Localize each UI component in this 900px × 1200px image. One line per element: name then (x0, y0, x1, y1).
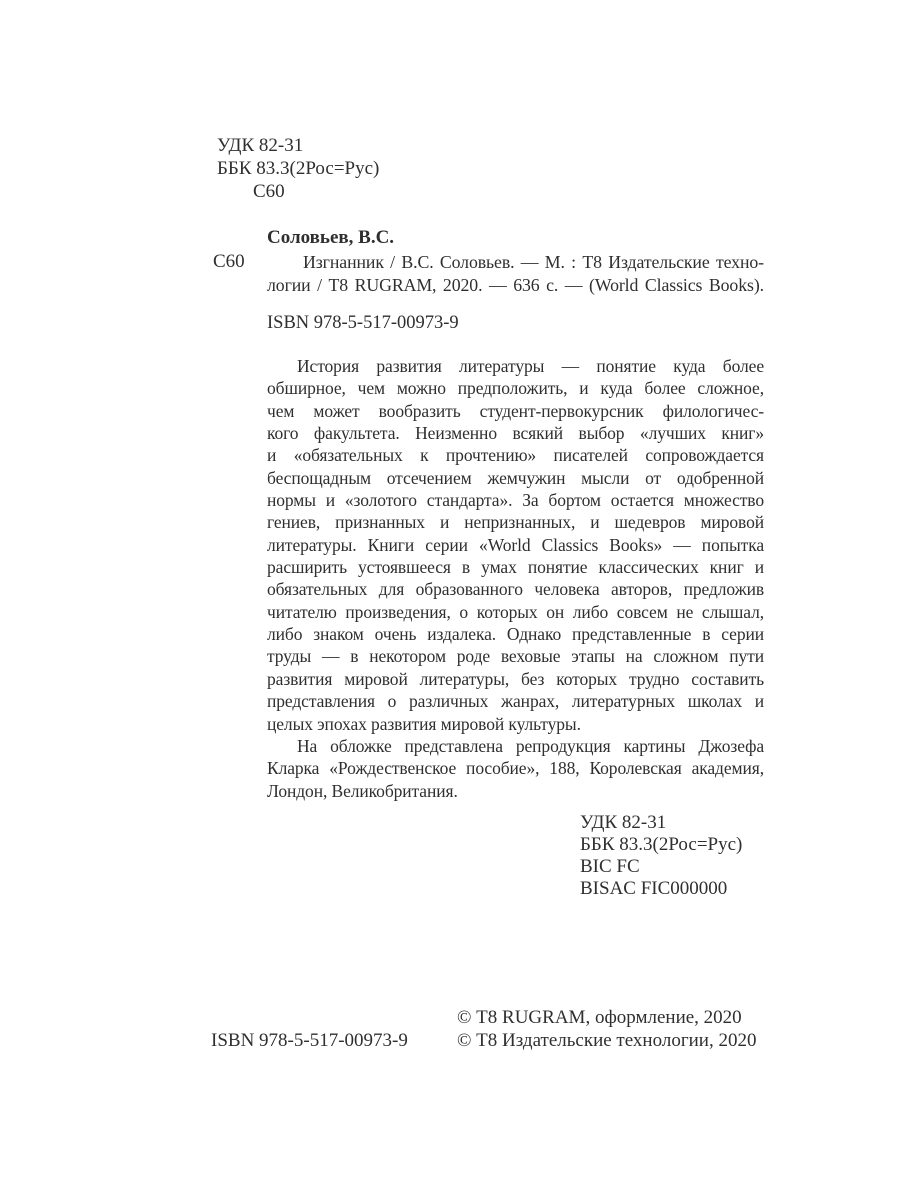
text-line: УДК 82-31 (580, 812, 667, 833)
text-line: Кларка «Рождественское пособие», 188, Королевская академия, (267, 758, 764, 779)
top-codes-block (217, 134, 379, 203)
text-line: кого факультета. Неизменно всякий выбор «лучших книг» (267, 423, 764, 444)
text-line: либо знаком очень издалека. Однако представленные в серии (267, 624, 764, 645)
bbk-line: ББК 83.3(2Рос=Рус) (217, 158, 380, 179)
text-line: чем может вообразить студент-первокурсник филологичес- (267, 400, 764, 421)
text-line: © Т8 Издательские технологии, 2020 (457, 1029, 757, 1051)
isbn-line-top: ISBN 978-5-517-00973-9 (267, 313, 459, 333)
text-line: литературы. Книги серии «World Classics Books» — попытка (267, 534, 764, 555)
text-line: BISAC FIC000000 (580, 878, 728, 899)
copyright-block (457, 1007, 756, 1052)
text-line: гениев, признанных и непризнанных, и шедевров мировой (267, 512, 764, 533)
text-line: развития мировой литературы, без которых трудно составить (267, 668, 764, 689)
text-line: труды — в некотором роде веховые этапы на сложном пути (267, 646, 764, 667)
bibliographic-record (267, 251, 764, 297)
udk-line: УДК 82-31 (217, 135, 304, 156)
text-line: © Т8 RUGRAM, оформление, 2020 (457, 1007, 742, 1028)
text-line: BIC FC (580, 856, 640, 877)
text-line: беспощадным отсечением жемчужин мысли от одобренной (267, 467, 764, 488)
annotation-paragraph-cover (267, 735, 764, 802)
text-line: Лондон, Великобритания. (267, 780, 458, 801)
text-line: История развития литературы — понятие куда более (297, 356, 764, 376)
text-line: нормы и «золотого стандарта». За бортом остается множество (267, 490, 764, 511)
text-line: ББК 83.3(2Рос=Рус) (580, 834, 743, 855)
text-line: расширить устоявшееся в умах понятие классических книг и (267, 557, 764, 578)
classification-codes-block (580, 812, 742, 900)
annotation-block (267, 355, 764, 802)
text-line: Изгнанник / В.С. Соловьев. — М. : Т8 Издательские техно- (303, 252, 764, 272)
text-line: читателю произведения, о которых он либо совсем не слышал, (267, 601, 764, 622)
author-sign-code: С60 (253, 181, 285, 202)
author-name: Соловьев, В.С. (267, 227, 395, 248)
text-line: представления о различных жанрах, литературных школах и (267, 691, 764, 712)
margin-author-code: С60 (213, 251, 245, 272)
isbn-line-footer: ISBN 978-5-517-00973-9 (211, 1030, 408, 1051)
text-line: и «обязательных к прочтению» писателей сопровождается (267, 445, 764, 466)
text-line: На обложке представлена репродукция картины Джозефа (297, 735, 764, 756)
text-line: обширное, чем можно предположить, и куда более сложное, (267, 378, 764, 399)
text-line: обязательных для образованного человека авторов, предложив (267, 579, 764, 600)
text-line: целых эпохах развития мировой культуры. (267, 713, 581, 734)
text-line: логии / Т8 RUGRAM, 2020. — 636 с. — (World Classics Books). (267, 275, 764, 295)
annotation-paragraph-series (267, 355, 764, 735)
